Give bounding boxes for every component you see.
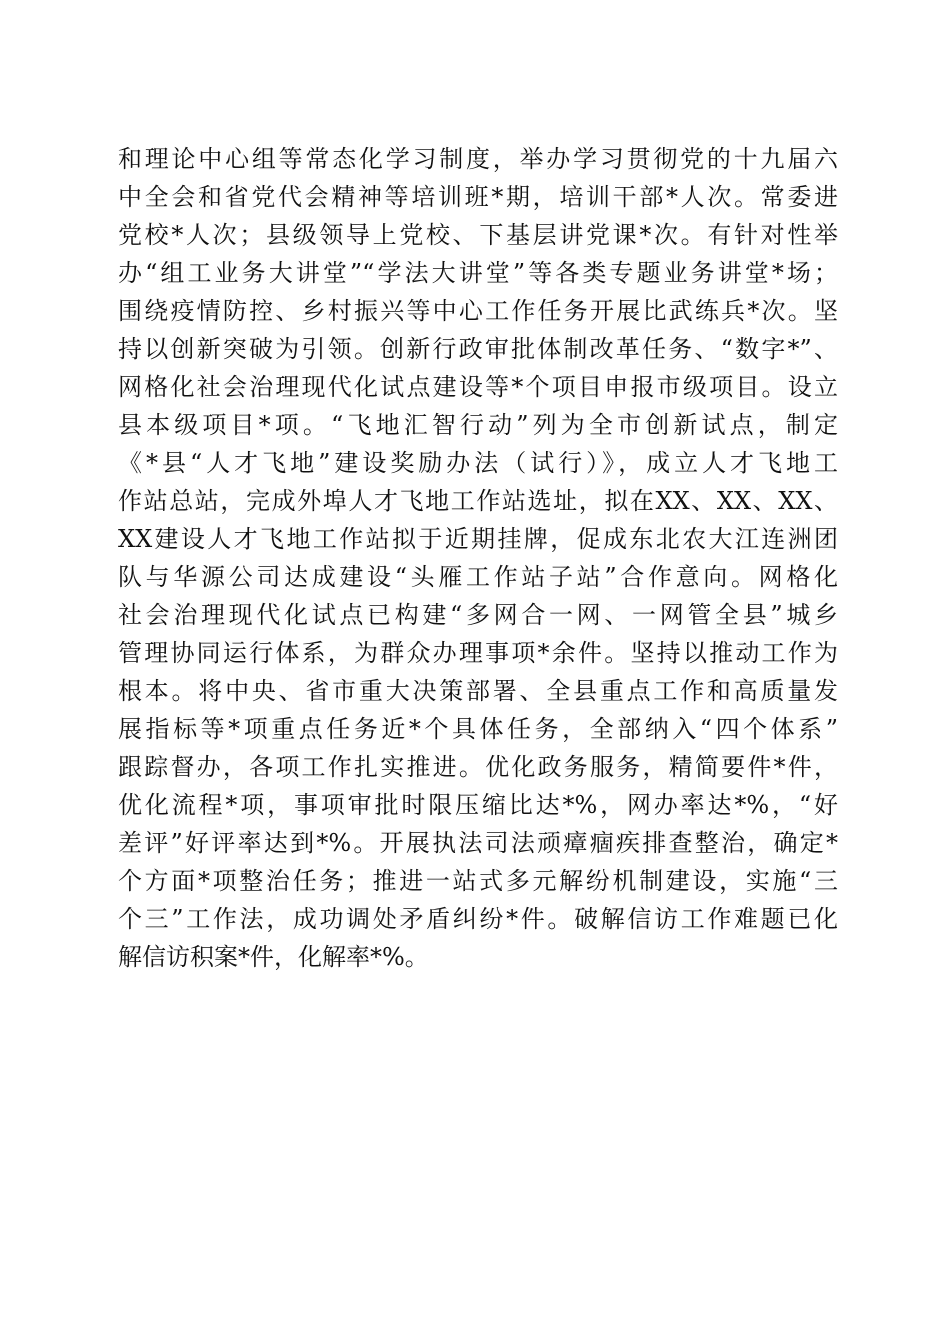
paragraph-line-11: XX建设人才飞地工作站拟于近期挂牌，促成东北农大江连洲团 — [118, 525, 838, 553]
paragraph-line-10: 作站总站，完成外埠人才飞地工作站选址，拟在XX、XX、XX、 — [118, 487, 838, 515]
paragraph-line-3: 党校*人次；县级领导上党校、下基层讲党课*次。有针对性举 — [118, 221, 838, 249]
paragraph-line-16: 展指标等*项重点任务近*个具体任务，全部纳入“四个体系” — [118, 715, 838, 743]
paragraph-line-14: 管理协同运行体系，为群众办理事项*余件。坚持以推动工作为 — [118, 639, 838, 667]
paragraph-line-6: 持以创新突破为引领。创新行政审批体制改革任务、“数字*”、 — [118, 335, 838, 363]
paragraph-line-12: 队与华源公司达成建设“头雁工作站子站”合作意向。网格化 — [118, 563, 838, 591]
paragraph-line-9: 《*县“人才飞地”建设奖励办法（试行）》，成立人才飞地工 — [118, 449, 838, 477]
paragraph-line-15: 根本。将中央、省市重大决策部署、全县重点工作和高质量发 — [118, 677, 838, 705]
paragraph-line-17: 跟踪督办，各项工作扎实推进。优化政务服务，精简要件*件， — [118, 753, 838, 781]
paragraph-line-18: 优化流程*项，事项审批时限压缩比达*%，网办率达*%，“好 — [118, 791, 838, 819]
paragraph-line-21: 个三”工作法，成功调处矛盾纠纷*件。破解信访工作难题已化 — [118, 905, 838, 933]
paragraph-line-8: 县本级项目*项。“飞地汇智行动”列为全市创新试点，制定 — [118, 411, 838, 439]
paragraph-line-19: 差评”好评率达到*%。开展执法司法顽瘴痼疾排查整治，确定* — [118, 829, 838, 857]
paragraph-line-22: 解信访积案*件，化解率*%。 — [118, 943, 429, 971]
body-paragraph — [118, 140, 838, 976]
paragraph-line-13: 社会治理现代化试点已构建“多网合一网、一网管全县”城乡 — [118, 601, 838, 629]
paragraph-line-5: 围绕疫情防控、乡村振兴等中心工作任务开展比武练兵*次。坚 — [118, 297, 838, 325]
paragraph-line-2: 中全会和省党代会精神等培训班*期，培训干部*人次。常委进 — [118, 183, 838, 211]
paragraph-line-1: 和理论中心组等常态化学习制度，举办学习贯彻党的十九届六 — [118, 145, 838, 173]
paragraph-line-7: 网格化社会治理现代化试点建设等*个项目申报市级项目。设立 — [118, 373, 838, 401]
paragraph-line-20: 个方面*项整治任务；推进一站式多元解纷机制建设，实施“三 — [118, 867, 838, 895]
paragraph-line-4: 办“组工业务大讲堂”“学法大讲堂”等各类专题业务讲堂*场； — [118, 259, 838, 287]
